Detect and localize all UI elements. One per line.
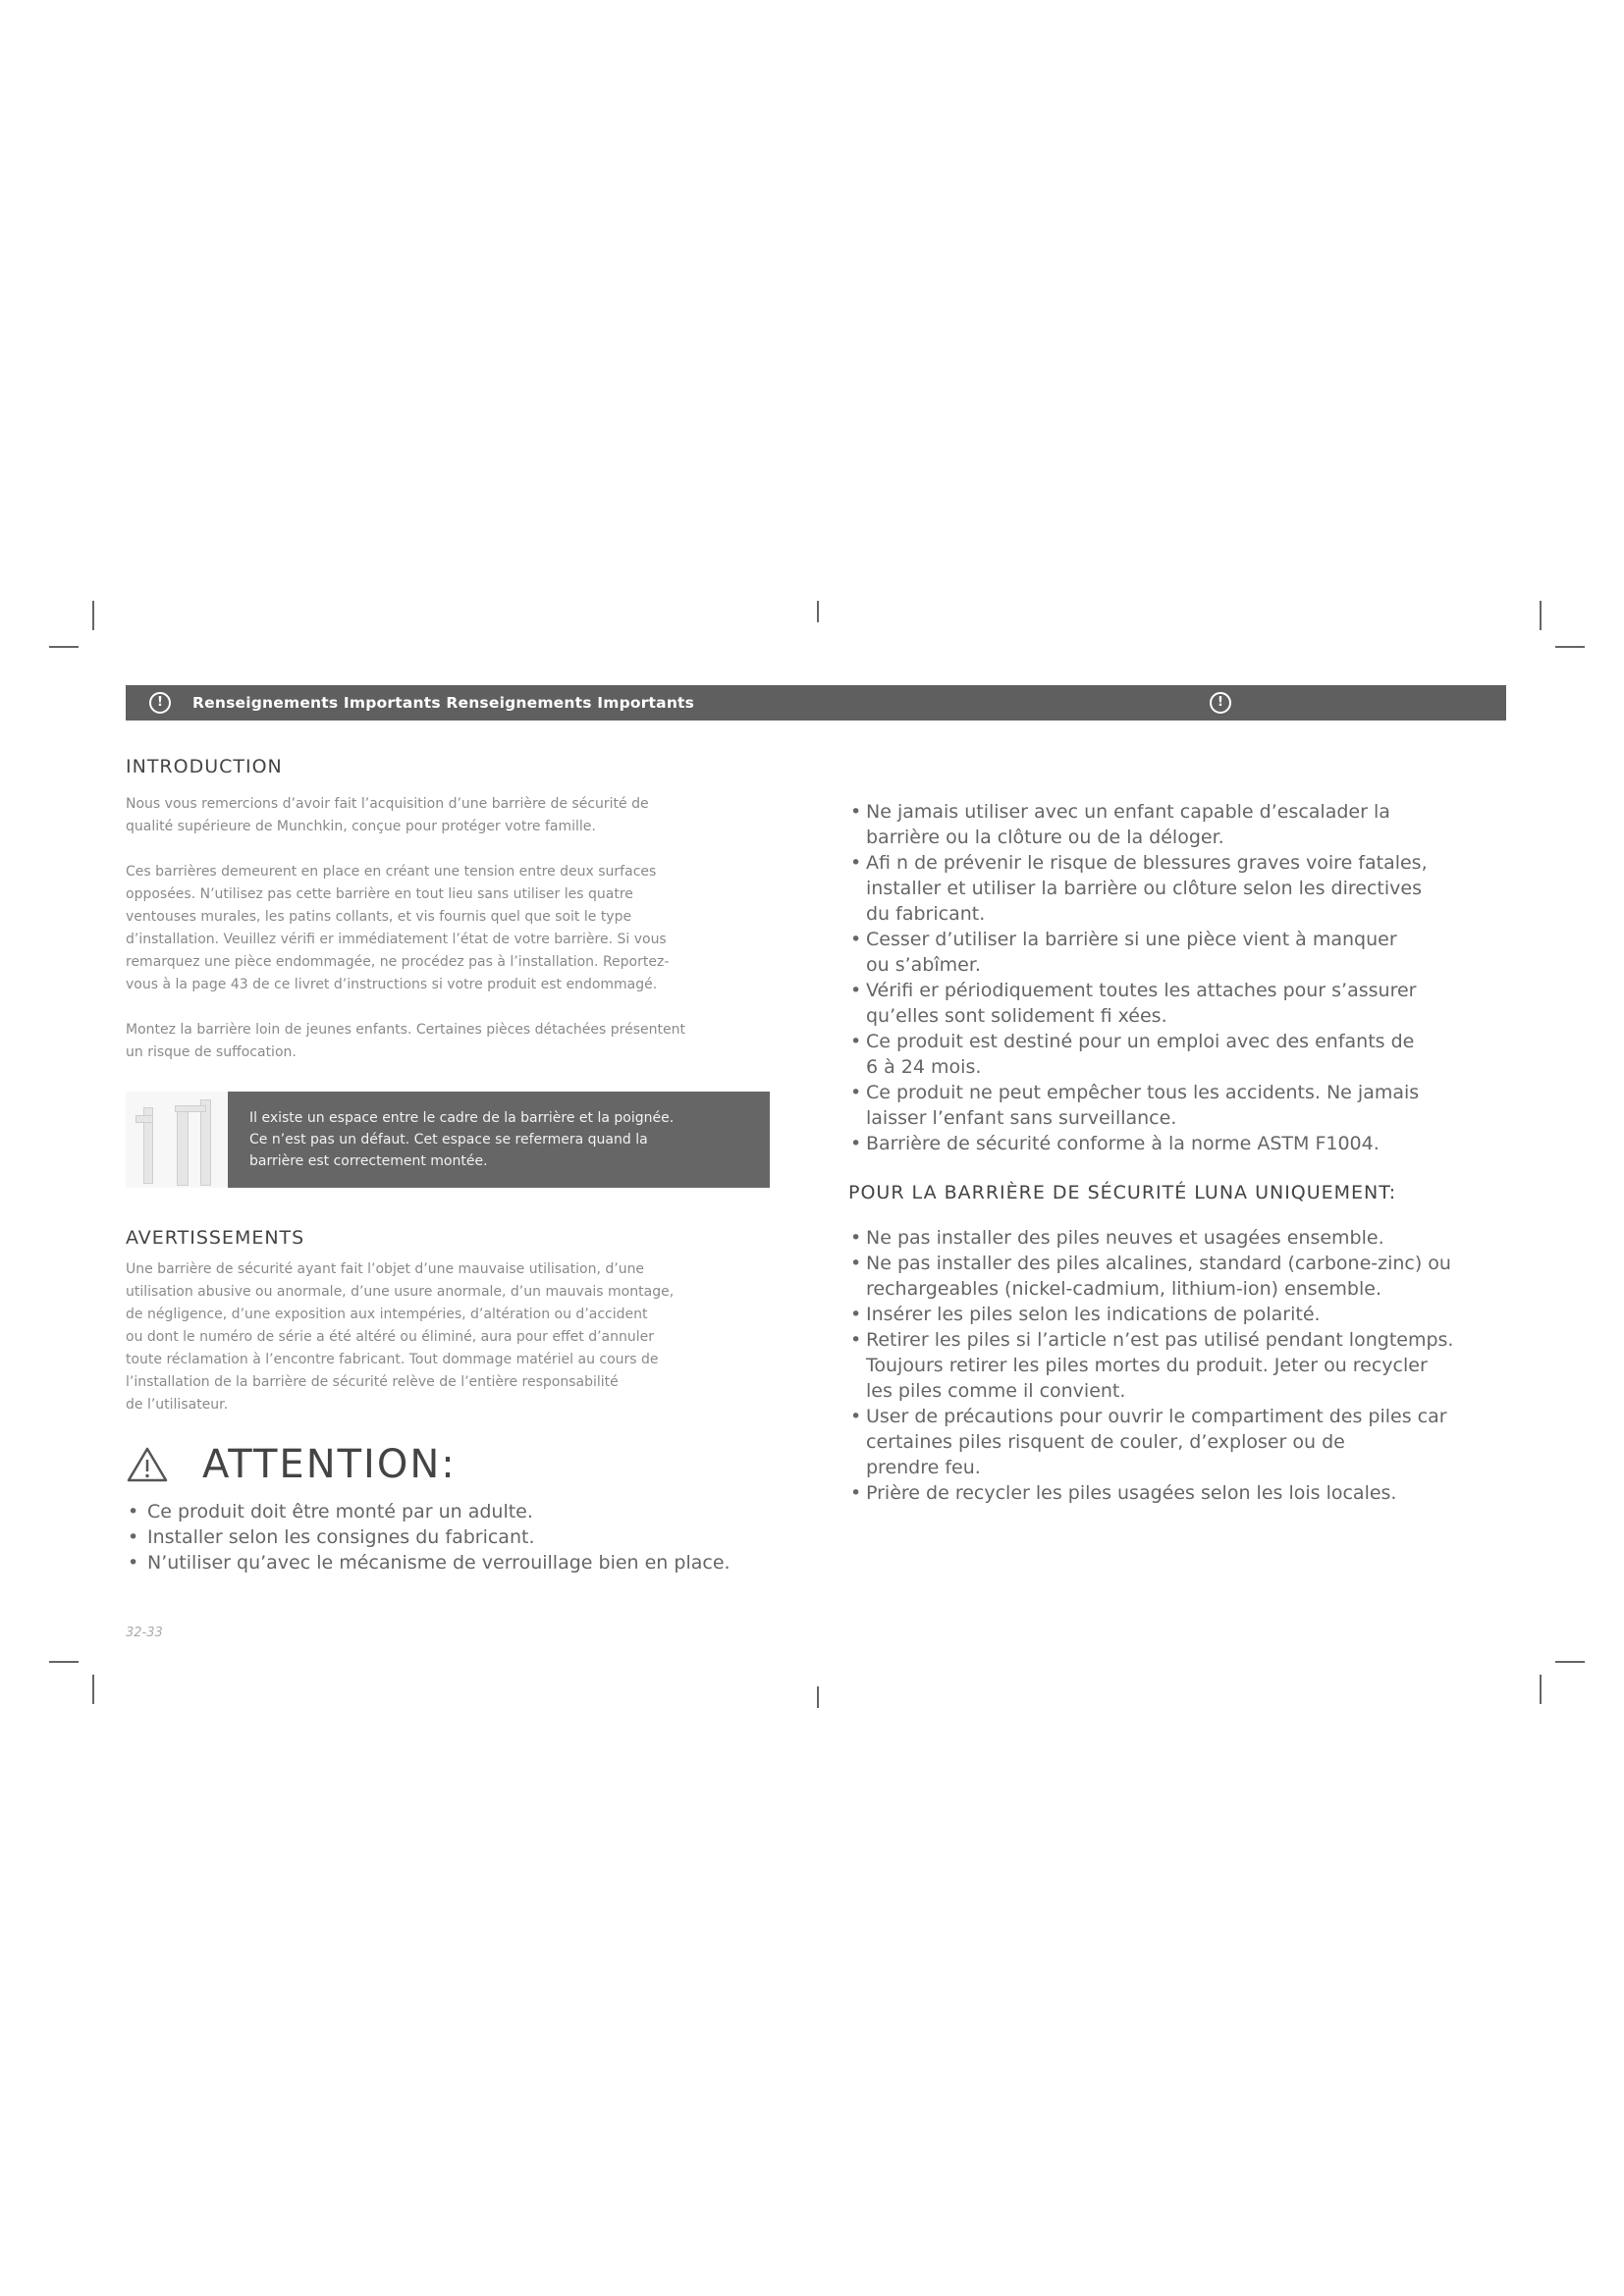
left-column [126,756,774,1575]
crop-mark [1540,601,1542,630]
crop-mark [92,1675,94,1704]
list-item: • Ne jamais utiliser avec un enfant capable d’escalader la barrière ou la clôture ou de la déloger. [848,799,1506,850]
crop-mark [1540,1675,1542,1704]
header-title: Renseignements Importants Renseignements Importants [192,694,695,712]
list-item: • Ne pas installer des piles neuves et usagées ensemble. [848,1225,1506,1251]
crop-mark [92,601,94,630]
list-item: • Retirer les piles si l’article n’est pas utilisé pendant longtemps. Toujours retirer les piles mortes du produit. Jeter ou recycler les piles comme il convient. [848,1327,1506,1404]
warning-triangle-icon [126,1446,169,1483]
introduction-heading: INTRODUCTION [126,756,283,777]
gate-illustration [126,1092,228,1188]
list-item: • N’utiliser qu’avec le mécanisme de verrouillage bien en place. [126,1550,774,1575]
list-item: • Afi n de prévenir le risque de blessures graves voire fatales, installer et utiliser la barrière ou clôture selon les directives du fabricant. [848,850,1506,927]
crop-mark [817,1686,819,1708]
attention-list [126,1499,774,1575]
gap-notice-box [126,1092,774,1188]
list-item: • Ne pas installer des piles alcalines, standard (carbone-zinc) ou rechargeables (nickel-cadmium, lithium-ion) ensemble. [848,1251,1506,1302]
header-bar [126,685,1506,721]
page-number: 32-33 [126,1626,163,1640]
list-item: • Barrière de sécurité conforme à la norme ASTM F1004. [848,1131,1506,1156]
battery-list [848,1225,1506,1506]
luna-heading: POUR LA BARRIÈRE DE SÉCURITÉ LUNA UNIQUEMENT: [848,1182,1397,1203]
attention-row [126,1442,774,1487]
intro-paragraph: Montez la barrière loin de jeunes enfants. Certaines pièces détachées présentent un risque de suffocation. [126,1022,685,1060]
notice-text: Il existe un espace entre le cadre de la barrière et la poignée. Ce n’est pas un défaut. Cet espace se refermera quand la barrière est correctement montée. [228,1092,770,1188]
list-item: • Installer selon les consignes du fabricant. [126,1524,774,1550]
intro-paragraph: Nous vous remercions d’avoir fait l’acquisition d’une barrière de sécurité de qualité supérieure de Munchkin, conçue pour protéger votre famille. [126,796,649,834]
list-item: • User de précautions pour ouvrir le compartiment des piles car certaines piles risquent de couler, d’exploser ou de prendre feu. [848,1404,1506,1480]
exclamation-circle-icon: ! [149,692,171,714]
attention-title: ATTENTION: [202,1442,457,1487]
list-item: • Insérer les piles selon les indications de polarité. [848,1302,1506,1327]
exclamation-circle-icon: ! [1210,692,1231,714]
list-item: • Ce produit est destiné pour un emploi avec des enfants de 6 à 24 mois. [848,1029,1506,1080]
crop-mark [49,1661,79,1663]
right-column [848,799,1506,1506]
list-item: • Vérifi er périodiquement toutes les attaches pour s’assurer qu’elles sont solidement fi xées. [848,978,1506,1029]
warnings-text: Une barrière de sécurité ayant fait l’objet d’une mauvaise utilisation, d’une utilisation abusive ou anormale, d’une usure anormale, d’un mauvais montage, de négligence, d’une exposition aux intempéries, d’altération ou d’accident ou dont le numéro de série a été altéré ou éliminé, aura pour effet d’annuler toute réclamation à l’encontre fabricant. Tout dommage matériel au cours de l’installation de la barrière de sécurité relève de l’entière responsabilité de l’utilisateur. [126,1261,675,1413]
list-item: • Prière de recycler les piles usagées selon les lois locales. [848,1480,1506,1506]
crop-mark [49,646,79,648]
safety-list [848,799,1506,1156]
crop-mark [1555,1661,1585,1663]
list-item: • Ce produit ne peut empêcher tous les accidents. Ne jamais laisser l’enfant sans surveillance. [848,1080,1506,1131]
list-item: • Cesser d’utiliser la barrière si une pièce vient à manquer ou s’abîmer. [848,927,1506,978]
crop-mark [817,601,819,622]
intro-paragraph: Ces barrières demeurent en place en créant une tension entre deux surfaces opposées. N’utilisez pas cette barrière en tout lieu sans utiliser les quatre ventouses murales, les patins collants, et vis fournis quel que soit le type d’installation. Veuillez vérifi er immédiatement l’état de votre barrière. Si vous remarquez une pièce endommagée, ne procédez pas à l’installation. Reportez- vous à la page 43 de ce livret d’instructions si votre produit est endommagé. [126,864,670,992]
list-item: • Ce produit doit être monté par un adulte. [126,1499,774,1524]
warnings-heading: AVERTISSEMENTS [126,1227,305,1249]
crop-mark [1555,646,1585,648]
